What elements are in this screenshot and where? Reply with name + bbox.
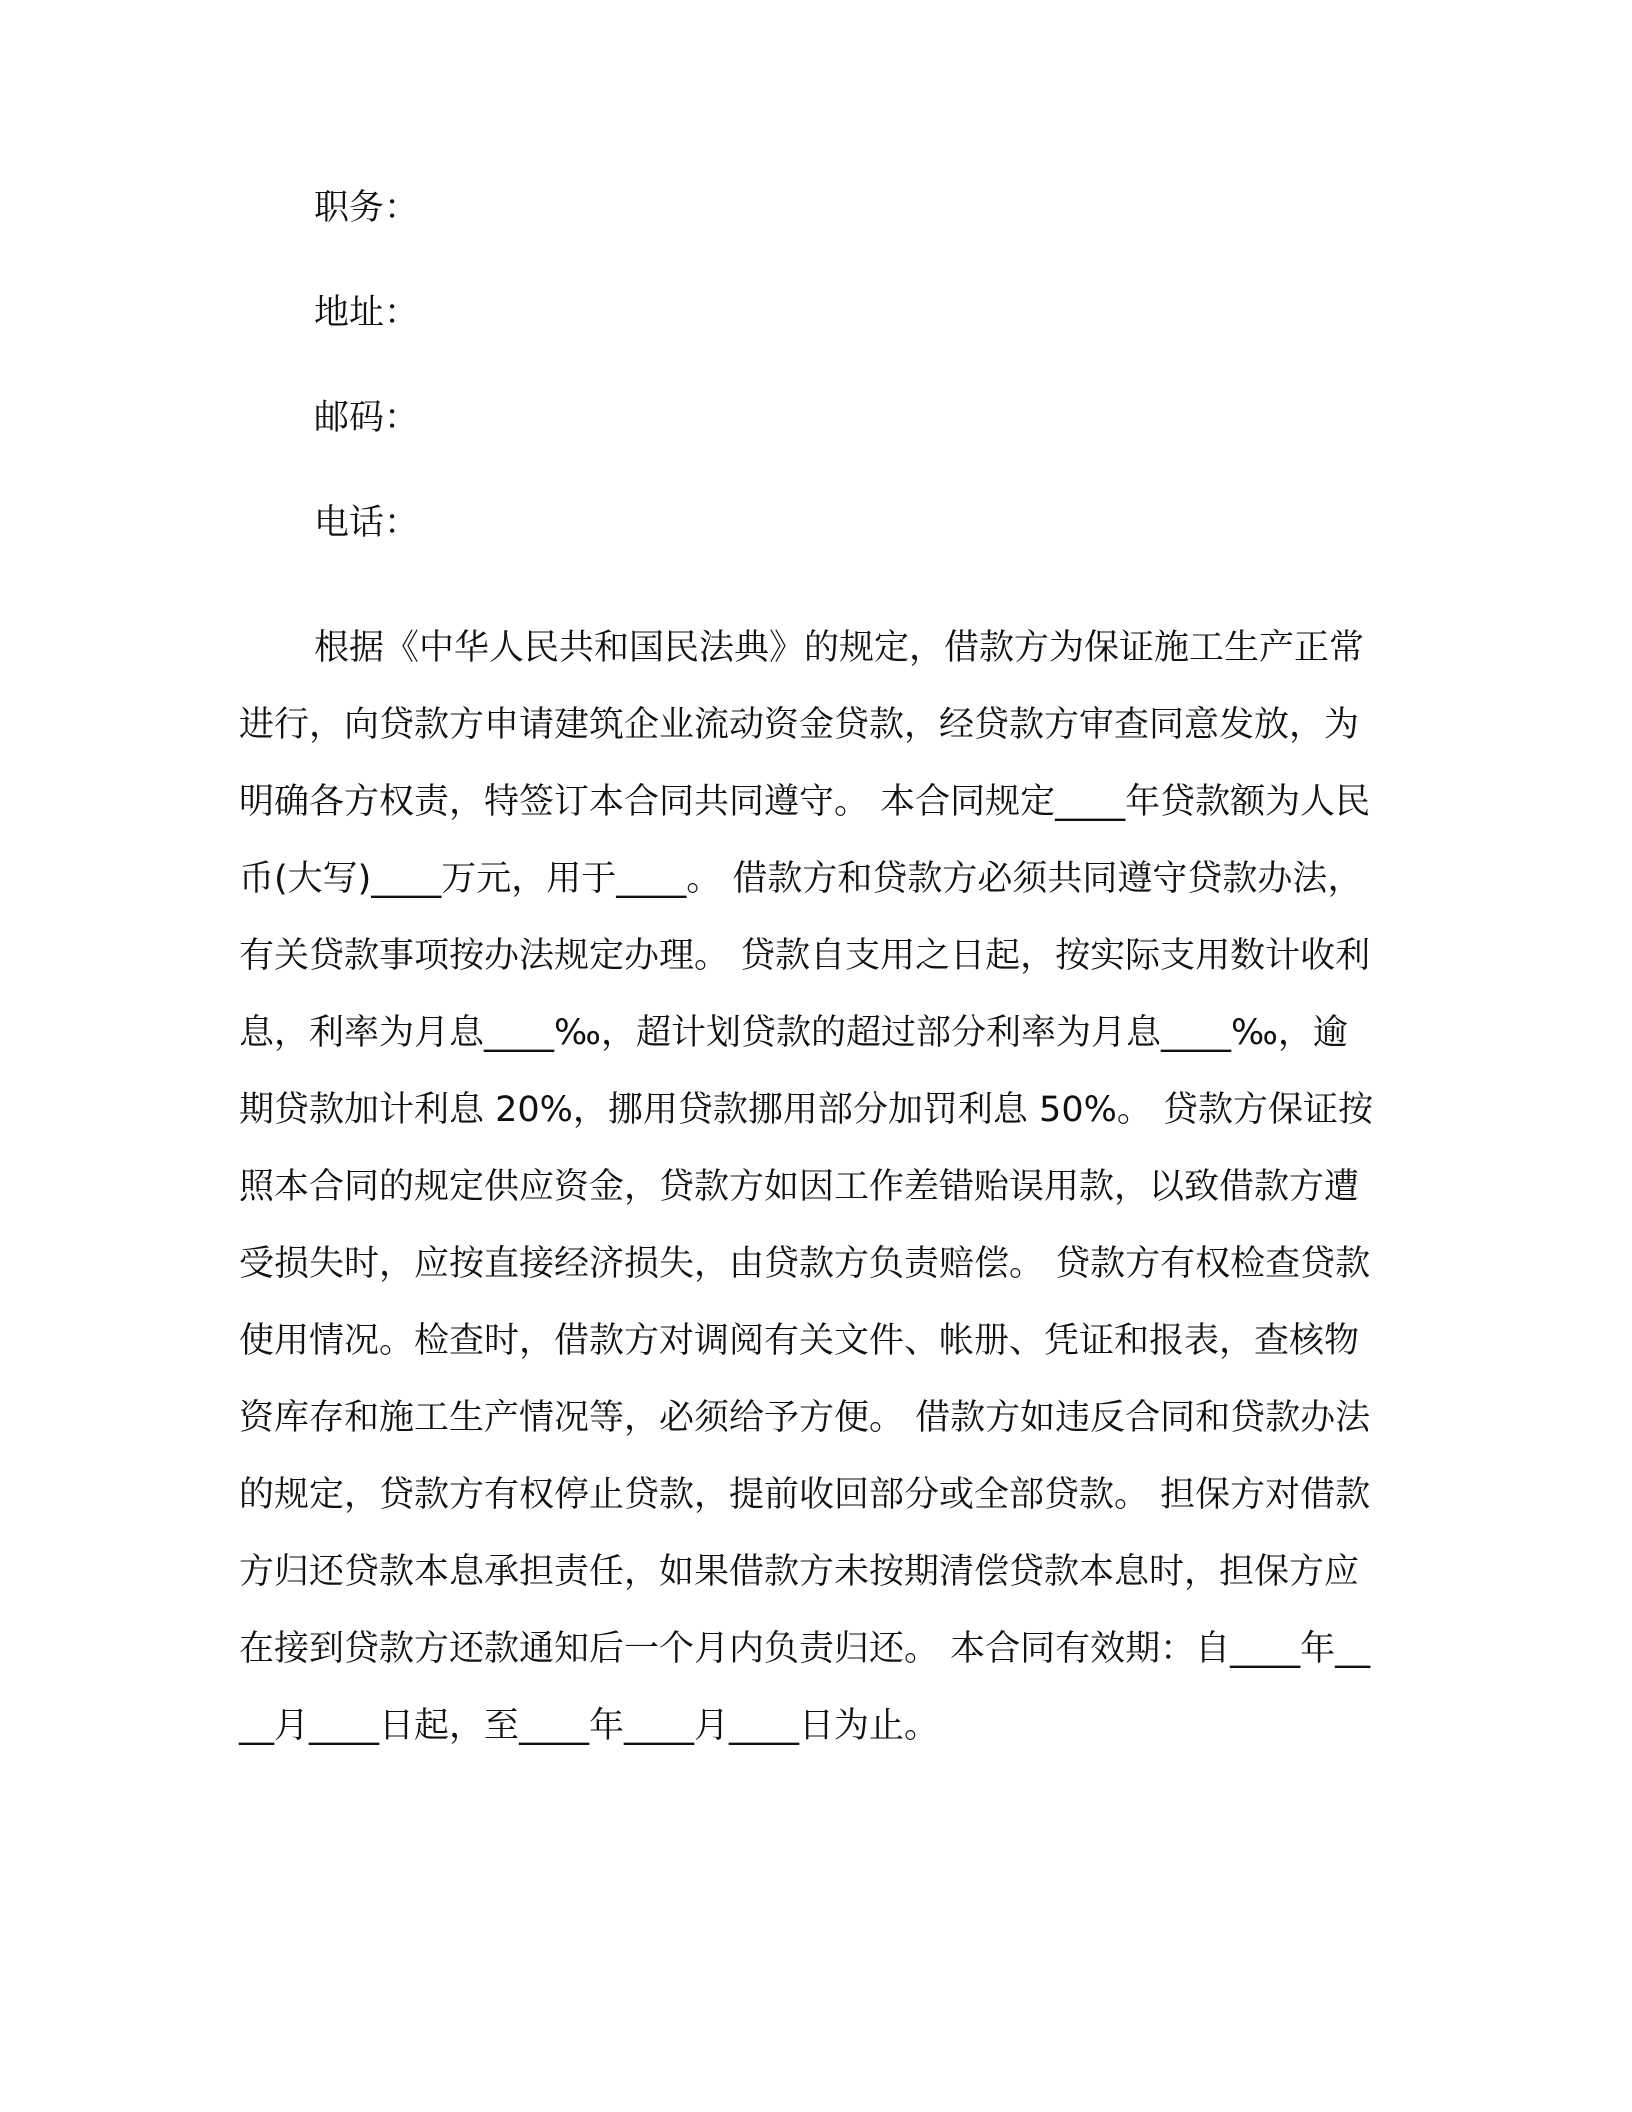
- address-field-label: 地址：: [314, 293, 420, 333]
- phone-field-label: 电话：: [314, 503, 420, 543]
- contact-fields: [314, 186, 419, 606]
- postcode-field-label: 邮码：: [314, 398, 420, 438]
- position-field-label: 职务：: [314, 188, 420, 228]
- contract-body-paragraph: 根据《中华人民共和国民法典》的规定，借款方为保证施工生产正常进行，向贷款方申请建筑企业流动资金贷款，经贷款方审查同意发放，为明确各方权责，特签订本合同共同遵守。 本合同规定____年贷款额为人民币(大写)____万元，用于____。 借款方和贷款方必须共同遵守贷款办法，有关贷款事项按办法规定办理。 贷款自支用之日起，按实际支用数计收利息，利率为月息____‰，超计划贷款的超过部分利率为月息____‰，逾期贷款加计利息 20%，挪用贷款挪用部分加罚利息 50%。 贷款方保证按照本合同的规定供应资金，贷款方如因工作差错贻误用款，以致借款方遭受损失时，应按直接经济损失，由贷款方负责赔偿。 贷款方有权检查贷款使用情况。检查时，借款方对调阅有关文件、帐册、凭证和报表，查核物资库存和施工生产情况等，必须给予方便。 借款方如违反合同和贷款办法的规定，贷款方有权停止贷款，提前收回部分或全部贷款。 担保方对借款方归还贷款本息承担责任，如果借款方未按期清偿贷款本息时，担保方应在接到贷款方还款通知后一个月内负责归还。 本合同有效期：自____年____月____日起，至____年____月____日为止。: [239, 628, 1373, 1746]
